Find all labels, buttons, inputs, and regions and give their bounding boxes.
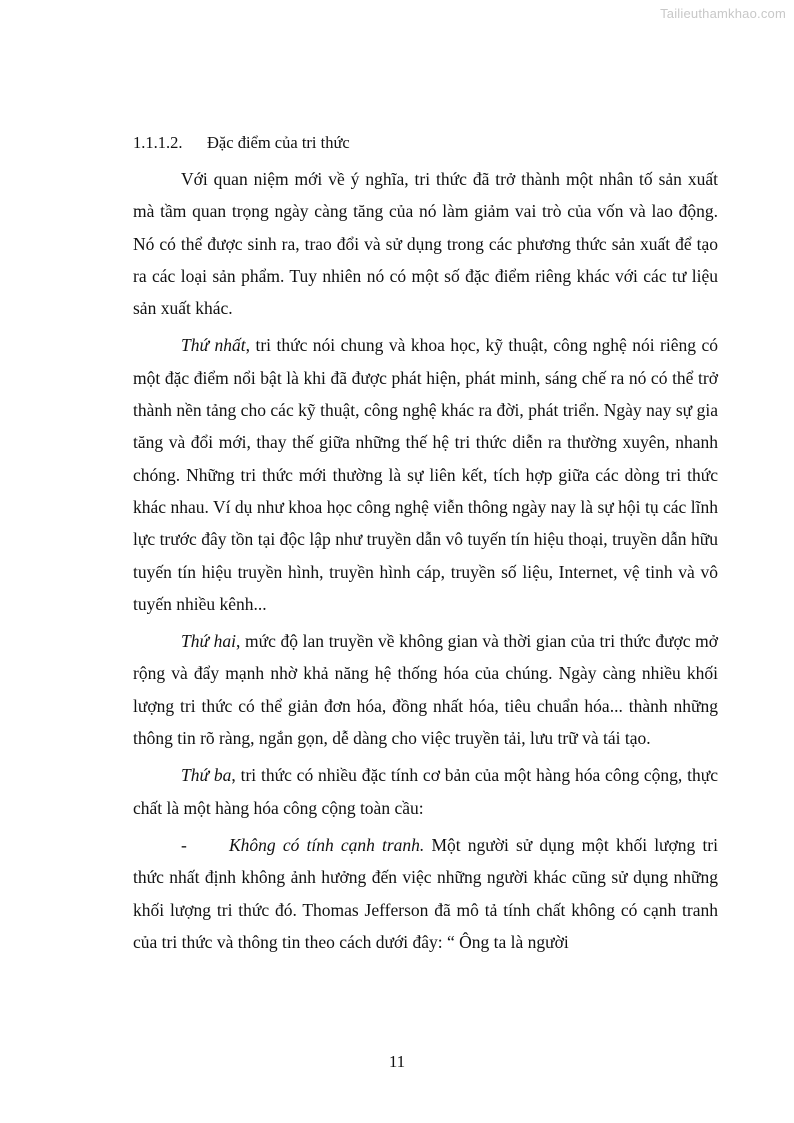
watermark: Tailieuthamkhao.com xyxy=(660,6,786,21)
bullet-dash: - xyxy=(181,834,187,855)
paragraph-second-point xyxy=(133,625,718,754)
first-point-text: , tri thức nói chung và khoa học, kỹ thuật, công nghệ nói riêng có một đặc điểm nổi bật là khi đã được phát hiện, phát minh, sáng chế ra nó có thể trở thành nền tảng cho các kỹ thuật, công nghệ khác ra đời, phát triển. Ngày nay sự gia tăng và đổi mới, thay thế giữa những thế hệ tri thức diễn ra thường xuyên, nhanh chóng. Những tri thức mới thường là sự liên kết, tích hợp giữa các dòng tri thức khác nhau. Ví dụ như khoa học công nghệ viễn thông ngày nay là sự hội tụ các lĩnh lực trước đây tồn tại độc lập như truyền dẫn vô tuyến tín hiệu thoại, truyền dẫn hữu tuyến tín hiệu truyền hình, truyền hình cáp, truyền số liệu, Internet, vệ tinh và vô tuyến nhiều kênh... xyxy=(133,335,718,614)
bullet-non-rivalry xyxy=(133,829,718,958)
section-number: 1.1.1.2. xyxy=(133,133,183,152)
paragraph-intro: Với quan niệm mới về ý nghĩa, tri thức đã trở thành một nhân tố sản xuất mà tầm quan trọng ngày càng tăng của nó làm giảm vai trò của vốn và lao động. Nó có thể được sinh ra, trao đổi và sử dụng trong các phương thức sản xuất để tạo ra các loại sản phẩm. Tuy nhiên nó có một số đặc điểm riêng khác với các tư liệu sản xuất khác. xyxy=(133,169,718,319)
first-point-lead: Thứ nhất xyxy=(181,335,246,356)
document-body xyxy=(133,131,718,958)
section-title: Đặc điểm của tri thức xyxy=(207,133,350,152)
bullet-lead: Không có tính cạnh tranh. xyxy=(229,834,425,855)
second-point-text: , mức độ lan truyền về không gian và thời gian của tri thức được mở rộng và đẩy mạnh nhờ khả năng hệ thống hóa của chúng. Ngày càng nhiều khối lượng tri thức có thể giản đơn hóa, đồng nhất hóa, tiêu chuẩn hóa... thành những thông tin rõ ràng, ngắn gọn, dễ dàng cho việc truyền tải, lưu trữ và tái tạo. xyxy=(133,631,719,749)
paragraph-first-point xyxy=(133,329,718,620)
page-number: 11 xyxy=(388,1052,406,1071)
paragraph-third-point xyxy=(133,759,718,824)
section-heading xyxy=(133,131,718,155)
second-point-lead: Thứ hai xyxy=(181,631,237,652)
bullet-text: Một người sử dụng một khối lượng tri thức nhất định không ảnh hưởng đến việc những người khác cũng sử dụng những khối lượng tri thức đó. Thomas Jefferson đã mô tả tính chất không có cạnh tranh của tri thức và thông tin theo cách dưới đây: “ Ông ta là người xyxy=(133,834,718,952)
third-point-lead: Thứ ba xyxy=(181,765,232,786)
third-point-text: , tri thức có nhiều đặc tính cơ bản của một hàng hóa công cộng, thực chất là một hàng hóa công cộng toàn cầu: xyxy=(133,765,718,818)
